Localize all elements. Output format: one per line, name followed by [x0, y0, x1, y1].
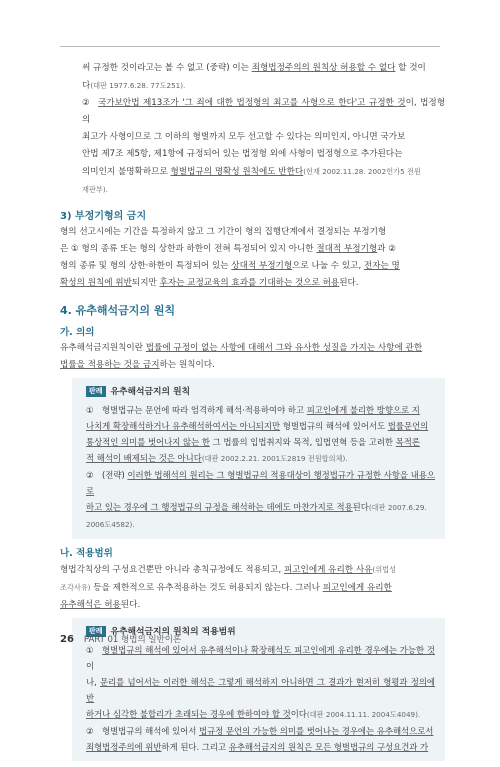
section-heading: 3) 부정기형의 금지: [60, 211, 147, 222]
body-underlined: 이러한 법해석의 원리는 그 형벌법규의 적용대상이 행정법규가 규정한 사항을 내용으로: [86, 470, 435, 496]
body-text: 되지만: [131, 278, 160, 288]
body-text: 과 ②: [377, 244, 396, 254]
body-underlined: 형벌법규의 해석에 있어서 유추해석이나 확장해석도 피고인에게 유리한 경우에는 가능한 것: [102, 645, 435, 655]
top-rule: [60, 46, 440, 47]
body-text: 하게 된다. 그리고: [161, 742, 229, 752]
page-number: 26: [60, 634, 74, 645]
case-citation: (대판 2007.6.29.: [368, 503, 427, 512]
body-text: 하는 원칙이다.: [159, 360, 215, 370]
item-number: ①: [86, 405, 94, 415]
body-text: 유추해석금지원칙이란: [60, 343, 146, 353]
item-number: ②: [86, 726, 94, 736]
case-citation: (대판 1977.6.28. 77도251).: [90, 81, 186, 90]
intro-text: 다: [82, 81, 91, 91]
inline-note: (위법성: [372, 565, 397, 574]
precedent-badge: 판례: [86, 386, 106, 397]
body-underlined: 법률에 규정이 없는 사항에 대해서 그와 유사한 성질을 가지는 사항에 관한: [145, 343, 423, 353]
subsection-heading: 가. 의의: [60, 327, 95, 338]
body-text: 은 ① 형의 종류 또는 형의 상한과 하한이 전혀 특정되어 있지 아니한: [60, 244, 317, 254]
case-citation: 재판부).: [82, 185, 108, 194]
body-underlined: 확성의 원칙에 위반: [60, 278, 132, 288]
body-underlined: 법규정 문언의 가능한 의미를 벗어나는 경우에는 유추해석으로서: [198, 726, 434, 736]
body-text: 형의 종류 및 형의 상한·하한이 특정되어 있는: [60, 261, 232, 271]
body-text: 형의 선고시에는 기간을 특정하지 않고 그 기간이 형의 집행단계에서 결정되는 부정기형: [60, 227, 387, 237]
body-underlined: 목적론: [395, 437, 420, 447]
item-number: ②: [86, 470, 94, 480]
meaning-paragraph: [60, 340, 445, 374]
subsection-heading: 나. 적용범위: [60, 548, 113, 559]
item-number: ①: [86, 645, 94, 655]
body-underlined: 후자는 교정교육의 효과를 기대하는 것으로 허용: [159, 278, 340, 288]
scope-paragraph: [60, 561, 445, 614]
precedent-item: [86, 723, 435, 755]
item-number: ②: [82, 98, 90, 108]
chapter-heading: 4. 유추해석금지의 원칙: [60, 304, 176, 317]
intro-text: 써 규정한 것이라고는 볼 수 없고 (중략) 이는: [82, 63, 252, 73]
body-underlined: 유추해석은 허용: [60, 600, 121, 610]
precedent-item: [86, 402, 435, 467]
body-underlined: 문리를 넘어서는 이러한 해석은 그렇게 해석하지 아니하면 그 결과가 현저히 형평과 정의에 반: [86, 677, 435, 703]
body-underlined: 죄형법정주의에 위반: [86, 742, 162, 752]
body-underlined: 피고인에게 유리한: [322, 583, 392, 593]
body-text: 이: [86, 661, 95, 671]
precedent-title-text: 유추해석금지의 원칙의 적용범위: [110, 627, 236, 637]
body-text: 등을 제한적으로 유추적용하는 것도 허용되지 않는다. 그러나: [90, 583, 323, 593]
precedent-item: [86, 467, 435, 533]
case-citation: 2006도4582).: [86, 520, 135, 529]
item-text: 안법 제7조 제5항, 제1항에 규정되어 있는 법정형 외에 사형이 법정형으로 추가된다는: [82, 149, 403, 159]
body-underlined: 피고인에게 불리한 방향으로 지: [306, 405, 420, 415]
body-underlined: 절대적 부정기형: [316, 244, 378, 254]
precedent-title-text: 유추해석금지의 원칙: [110, 387, 191, 397]
body-underlined: 하거나 심각한 불합리가 초래되는 경우에 한하여야 할 것: [86, 709, 291, 719]
body-underlined: 나치게 확장해석하거나 유추해석하여서는 아니되지만: [86, 421, 281, 431]
case-citation: (대판 2002.2.21. 2001도2819 전원합의체).: [201, 454, 348, 463]
item-underlined: 국가보안법 제13조가 '그 죄에 대한 법정형의 최고를 사형으로 한다'고 규정한 것: [98, 98, 406, 108]
section-3-paragraph: [60, 224, 445, 292]
body-text: 으로 나눌 수 있고,: [292, 261, 364, 271]
body-text: 형벌법규의 해석에 있어서도: [280, 421, 388, 431]
body-underlined: 통상적인 의미를 벗어나지 않는 한: [86, 437, 210, 447]
body-underlined: 피고인에게 유리한 사유: [283, 565, 373, 575]
intro-text: 할 것이: [395, 63, 426, 73]
item-text: 이, 법정형의: [82, 98, 446, 125]
intro-paragraph: [60, 60, 445, 95]
body-underlined: 하고 있는 경우에 그 행정법규의 규정을 해석하는 데에도 마찬가지로 적용: [86, 502, 353, 512]
precedent-badge: 판례: [86, 626, 106, 637]
body-text: 나,: [86, 677, 100, 687]
body-text: 된다.: [339, 278, 359, 288]
item-text: 의미인지 불명확하므로: [82, 167, 171, 177]
body-text: 그 법률의 입법취지와 목적, 입법연혁 등을 고려한: [209, 437, 396, 447]
body-text: 형벌법규의 해석에 있어서: [102, 726, 199, 736]
body-underlined: 법률을 적용하는 것을 금지: [60, 360, 160, 370]
body-text: (전략): [102, 470, 128, 480]
body-underlined: 적 해석이 배제되는 것은 아니다: [86, 453, 202, 463]
inline-note: 조각사유): [60, 583, 91, 592]
footer-part-title: PART 01 형법의 일반이론: [83, 635, 182, 645]
page-content: [60, 60, 445, 767]
body-underlined: 유추해석금지의 원칙은 모든 형벌법규의 구성요건과 가: [228, 742, 429, 752]
item-text: 최고가 사형이므로 그 이하의 형벌까지 모두 선고할 수 있다는 의미인지, 아니면 국가보: [82, 132, 406, 142]
body-text: 형법각칙상의 구성요건뿐만 아니라 총칙규정에도 적용되고,: [60, 565, 284, 575]
body-text: 된다.: [120, 600, 141, 610]
body-text: 된다: [352, 502, 369, 512]
body-underlined: 상대적 부정기형: [231, 261, 293, 271]
body-underlined: 전자는 명: [363, 261, 400, 271]
page-footer: [60, 633, 181, 645]
body-text: 형벌법규는 문언에 따라 엄격하게 해석·적용하여야 하고: [102, 405, 307, 415]
item-underlined: 형벌법규의 명확성 원칙에도 반한다: [170, 167, 304, 177]
case-citation: (헌재 2002.11.28. 2002헌가5 전원: [303, 167, 421, 176]
body-text: 이다: [290, 709, 307, 719]
precedent-title: [86, 384, 435, 400]
body-underlined: 법률문언의: [387, 421, 429, 431]
precedent-box: [72, 378, 445, 539]
intro-underlined: 죄형법정주의의 원칙상 허용할 수 없다: [251, 63, 396, 73]
item-2-paragraph: [60, 95, 445, 199]
case-citation: (대판 2004.11.11. 2004도4049).: [306, 710, 421, 719]
